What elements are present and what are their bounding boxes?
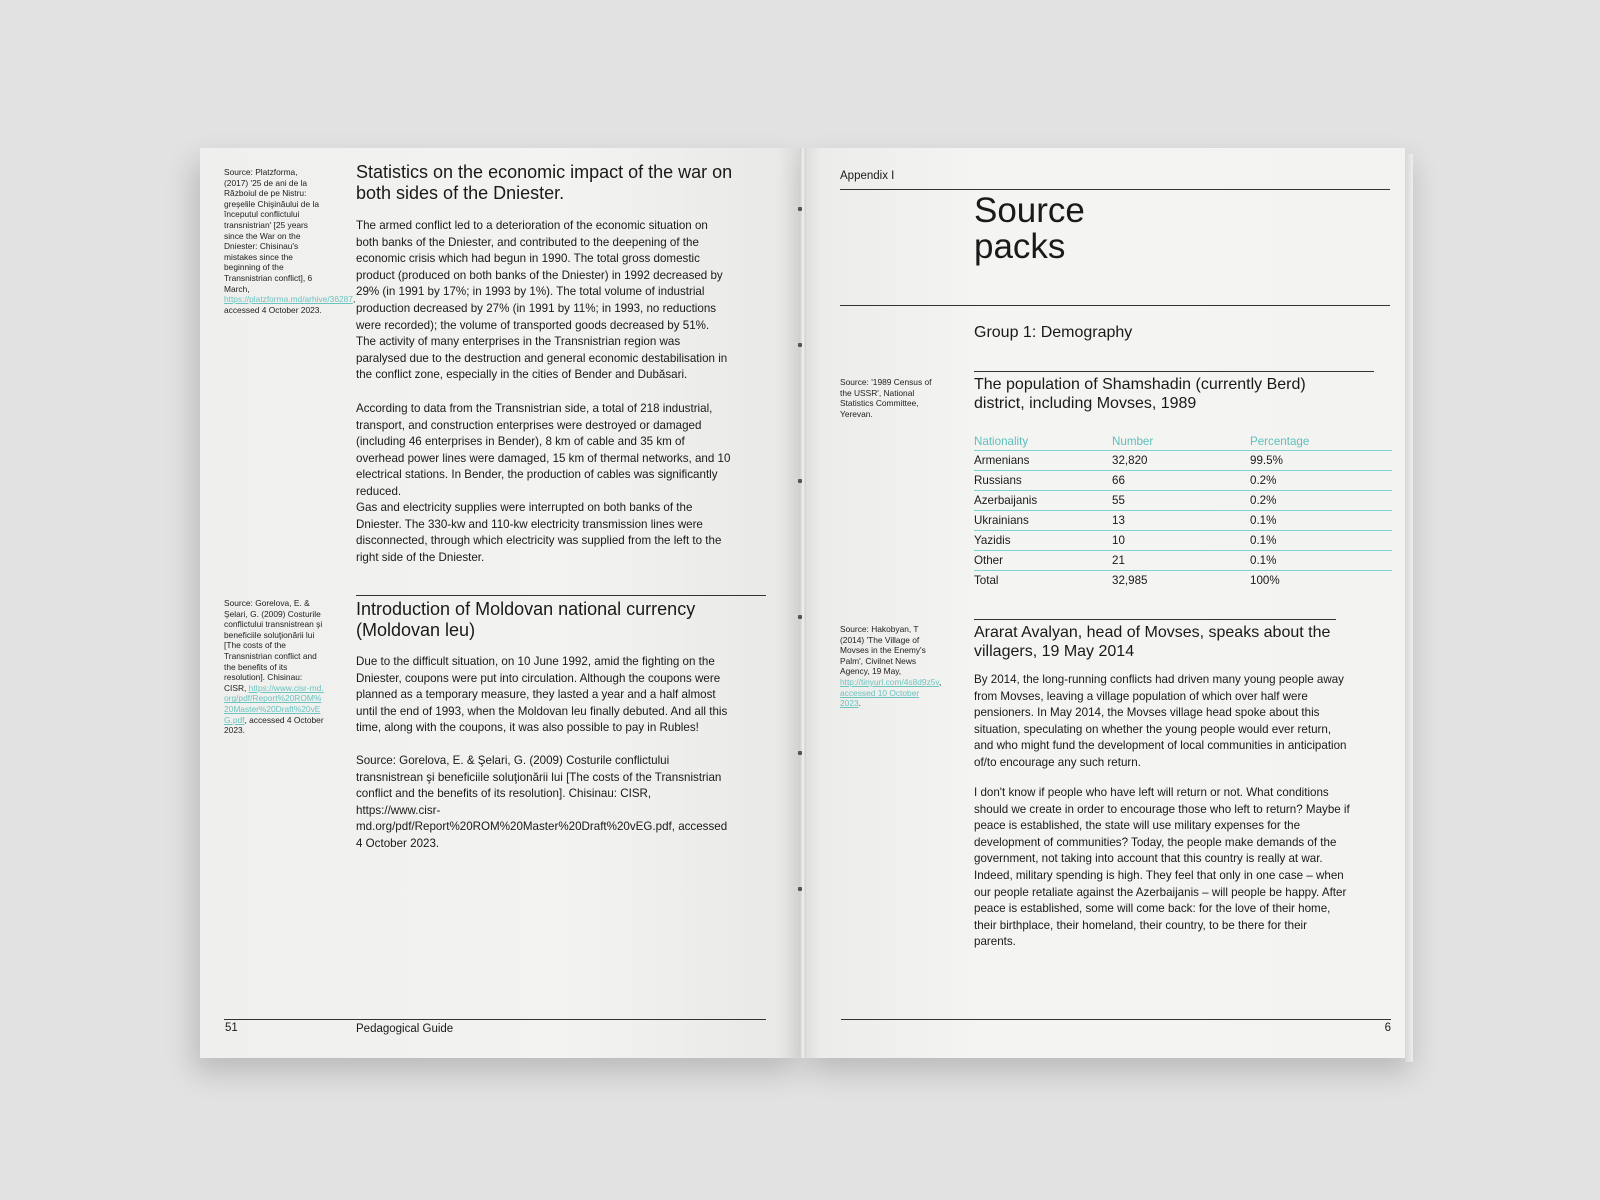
binding-stitch bbox=[798, 207, 802, 211]
page-number: 6 bbox=[1384, 1022, 1391, 1034]
running-head: Appendix I bbox=[840, 170, 895, 182]
column-header: Percentage bbox=[1250, 432, 1392, 451]
running-footer: Pedagogical Guide bbox=[356, 1023, 454, 1035]
section-heading: Introduction of Moldovan national currency (Moldovan leu) bbox=[356, 599, 696, 640]
paragraph: Due to the difficult situation, on 10 June 1992, amid the fighting on the Dniester, coupons were put into circulation. Although the coupons were planned as a temporary measure, they lasted a year and a half almost until the end of 1993, when the Moldovan leu finally debuted. And all this time, along with the coupons, it was also possible to pay in Rubles! bbox=[356, 655, 728, 735]
paragraph: Source: Gorelova, E. & Şelari, G. (2009) Costurile conflictului transnistrean şi beneficiile soluţionării lui [The costs of the Transnistrian conflict and the benefits of its resolution]. Chisinau: CISR, https://www.cisr-md.org/pdf/Report%20ROM%20Master%20Draft%20vEG.pdf, accessed 4 October 2023. bbox=[356, 754, 728, 850]
table-row: Yazidis 10 0.1% bbox=[974, 531, 1392, 551]
right-page bbox=[803, 148, 1405, 1058]
binding-stitch bbox=[798, 887, 802, 891]
table-row-total: Total 32,985 100% bbox=[974, 574, 1280, 587]
sidenote-link[interactable]: accessed 10 October 2023 bbox=[840, 687, 920, 709]
section-heading: Statistics on the economic impact of the war on both sides of the Dniester. bbox=[356, 162, 733, 203]
book-spine bbox=[800, 148, 806, 1058]
table-row: Other 21 0.1% bbox=[974, 551, 1392, 571]
binding-stitch bbox=[798, 751, 802, 755]
quote-paragraph: I don't know if people who have left will return or not. What conditions should we create in order to encourage those who left to return? Maybe if peace is established, the state will use military expenses for the development of communities? Today, the people make demands of the government, not taking into account that this country is really at war. Indeed, military spending is high. They feel that only in one case – when our people retaliate against the Azerbaijanis – will people be happy. After peace is established, some will come back: for the love of their home, their birthplace, their homeland, their country, to be there for their parents. bbox=[974, 786, 1350, 949]
paragraph: The armed conflict led to a deterioration of the economic situation on both banks of the Dniester, and contributed to the deepening of the economic crisis which had begun in 1990. The total gross domestic product (produced on both banks of the Dniester) in 1992 decreased by 29% (in 1991 by 17%; in 1993 by 1%). The total volume of industrial production decreased by 27% (in 1991 by 11%; in 1993, no reductions were recorded); the volume of transported goods decreased by 51%. The activity of many enterprises in the Transnistrian region was paralysed due to the destruction and general economic destabilisation in the conflict zone, especially in the cities of Bender and Dubăsari. bbox=[356, 219, 728, 382]
section-divider bbox=[974, 619, 1336, 620]
binding-stitch bbox=[798, 615, 802, 619]
table-header-row bbox=[974, 432, 1392, 451]
sidenote-link[interactable]: https://platzforma.md/arhive/36287 bbox=[224, 294, 353, 305]
left-page bbox=[200, 148, 802, 1058]
table-row: Azerbaijanis 55 0.2% bbox=[974, 491, 1392, 511]
section-divider bbox=[356, 595, 766, 596]
page-title: Source packs bbox=[974, 191, 1085, 266]
population-table bbox=[974, 432, 1392, 590]
header-rule bbox=[840, 189, 1390, 190]
sidenote-census: Source: '1989 Census of the USSR', National Statistics Committee, Yerevan. bbox=[840, 377, 932, 419]
table-row: Ukrainians 13 0.1% bbox=[974, 511, 1392, 531]
section-heading: Ararat Avalyan, head of Movses, speaks about the villagers, 19 May 2014 bbox=[974, 624, 1331, 660]
footer-rule bbox=[224, 1019, 766, 1020]
page-number: 51 bbox=[225, 1022, 238, 1034]
group-heading: Group 1: Demography bbox=[974, 324, 1133, 341]
table-row: Armenians 32,820 99.5% bbox=[974, 451, 1392, 471]
column-header: Nationality bbox=[974, 432, 1112, 451]
sidenote-platzforma: Source: Platzforma, (2017) '25 de ani de la Războiul de pe Nistru: greşelile Chişinăului de la începutul conflictului transnistrian' [25 years since the War on the Dniester: Chisinau's mistakes since the beginning of the Transnistrian conflict], 6 March, https://platzforma.md/arhive/36287, accessed 4 October 2023. bbox=[224, 167, 356, 315]
binding-stitch bbox=[798, 343, 802, 347]
section-divider bbox=[974, 371, 1374, 372]
binding-stitch bbox=[798, 479, 802, 483]
title-rule bbox=[840, 305, 1390, 306]
sidenote-hakobyan: Source: Hakobyan, T (2014) 'The Village of Movses in the Enemy's Palm', Civilnet News Agency, 19 May, http://tinyurl.com/4s8d9z5v, accessed 10 October 2023. bbox=[840, 624, 942, 709]
paragraph: According to data from the Transnistrian side, a total of 218 industrial, transport, and construction enterprises were destroyed or damaged (including 46 enterprises in Bender), 8 km of cable and 35 km of overhead power lines were damaged, 15 km of thermal networks, and 10 electrical stations. In Bender, the production of cables was significantly reduced. bbox=[356, 402, 731, 498]
sidenote-link[interactable]: https://www.cisr-md.org/pdf/Report%20ROM%20Master%20Draft%20vEG.pdf bbox=[224, 682, 324, 725]
footer-rule bbox=[841, 1019, 1391, 1020]
paragraph: By 2014, the long-running conflicts had driven many young people away from Movses, leaving a village population of which over half were pensioners. In May 2014, the Movses village head spoke about this situation, speculating on whether the young people would ever return, and who might fund the development of local communities in anticipation of/to encourage any such return. bbox=[974, 673, 1347, 769]
table-heading: The population of Shamshadin (currently Berd) district, including Movses, 1989 bbox=[974, 376, 1306, 412]
sidenote-gorelova: Source: Gorelova, E. & Şelari, G. (2009) Costurile conflictului transnistrean şi beneficiile soluţionării lui [The costs of the Transnistrian conflict and the benefits of its resolution]. Chisinau: CISR, https://www.cisr-md.org/pdf/Report%20ROM%20Master%20Draft%20vEG.pdf, accessed 4 October 2023. bbox=[224, 598, 324, 736]
sidenote-link[interactable]: http://tinyurl.com/4s8d9z5v bbox=[840, 676, 939, 687]
column-header: Number bbox=[1112, 432, 1250, 451]
table-row: Russians 66 0.2% bbox=[974, 471, 1392, 491]
paragraph: Gas and electricity supplies were interrupted on both banks of the Dniester. The 330-kw and 110-kw electricity transmission lines were disconnected, through which electricity was supplied from the left to the right side of the Dniester. bbox=[356, 501, 722, 564]
